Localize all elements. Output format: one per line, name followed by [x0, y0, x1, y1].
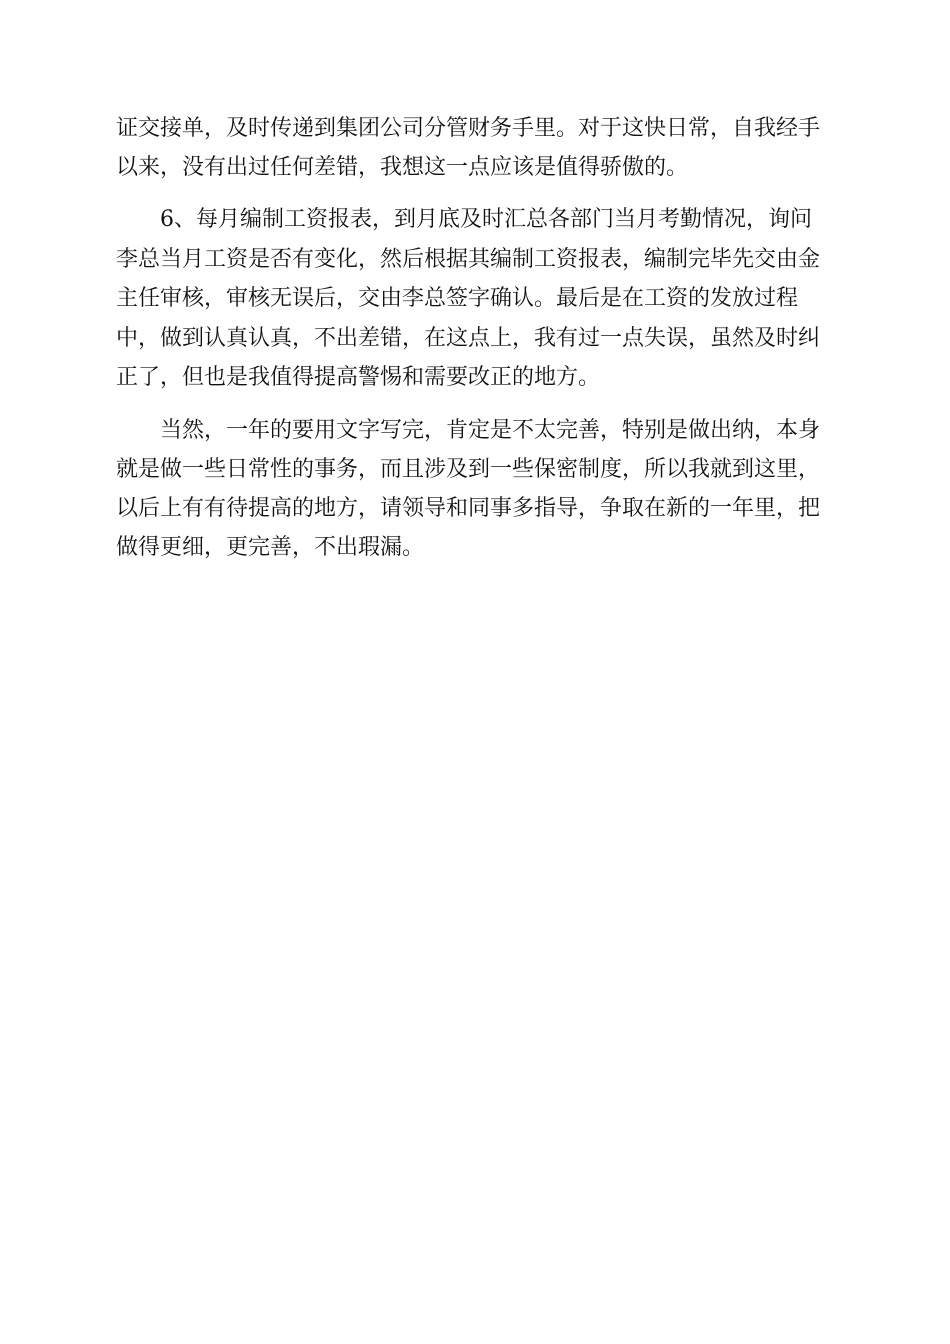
- paragraph-2-line-2: [0, 240, 950, 280]
- paragraph-2-line-3: [0, 279, 950, 319]
- paragraph-1-line-2-text: 以来，没有出过任何差错，我想这一点应该是值得骄傲的。: [116, 155, 689, 180]
- paragraph-3-line-2-text: 就是做一些日常性的事务，而且涉及到一些保密制度，所以我就到这里，: [116, 457, 821, 482]
- paragraph-1-line-2: [0, 148, 950, 188]
- paragraph-2-line-4-text: 中，做到认真认真，不出差错，在这点上，我有过一点失误，虽然及时纠: [116, 326, 821, 351]
- paragraph-2-line-3-text: 主任审核，审核无误后，交由李总签字确认。最后是在工资的发放过程: [116, 286, 799, 311]
- paragraph-2-line-5: [0, 358, 950, 398]
- paragraph-2-line-4: [0, 319, 950, 359]
- paragraph-2-line-2-text: 李总当月工资是否有变化，然后根据其编制工资报表，编制完毕先交由金: [116, 247, 821, 272]
- paragraph-1-line-1: [0, 109, 950, 149]
- paragraph-3-line-3-text: 以后上有有待提高的地方，请领导和同事多指导，争取在新的一年里，把: [116, 496, 821, 521]
- paragraph-3-line-2: [0, 450, 950, 490]
- paragraph-1-line-1-text: 证交接单，及时传递到集团公司分管财务手里。对于这快日常，自我经手: [116, 116, 821, 141]
- paragraph-3-line-4: [0, 528, 950, 568]
- paragraph-2-line-1: [0, 200, 950, 240]
- paragraph-2-line-5-text: 正了，但也是我值得提高警惕和需要改正的地方。: [116, 365, 601, 390]
- paragraph-2-line-1-text: 6、每月编制工资报表，到月底及时汇总各部门当月考勤情况，询问: [160, 207, 812, 232]
- paragraph-3-line-4-text: 做得更细，更完善，不出瑕漏。: [116, 535, 425, 560]
- paragraph-3-line-1-text: 当然，一年的要用文字写完，肯定是不太完善，特别是做出纳，本身: [160, 418, 821, 443]
- paragraph-3-line-1: [0, 411, 950, 451]
- paragraph-3-line-3: [0, 489, 950, 529]
